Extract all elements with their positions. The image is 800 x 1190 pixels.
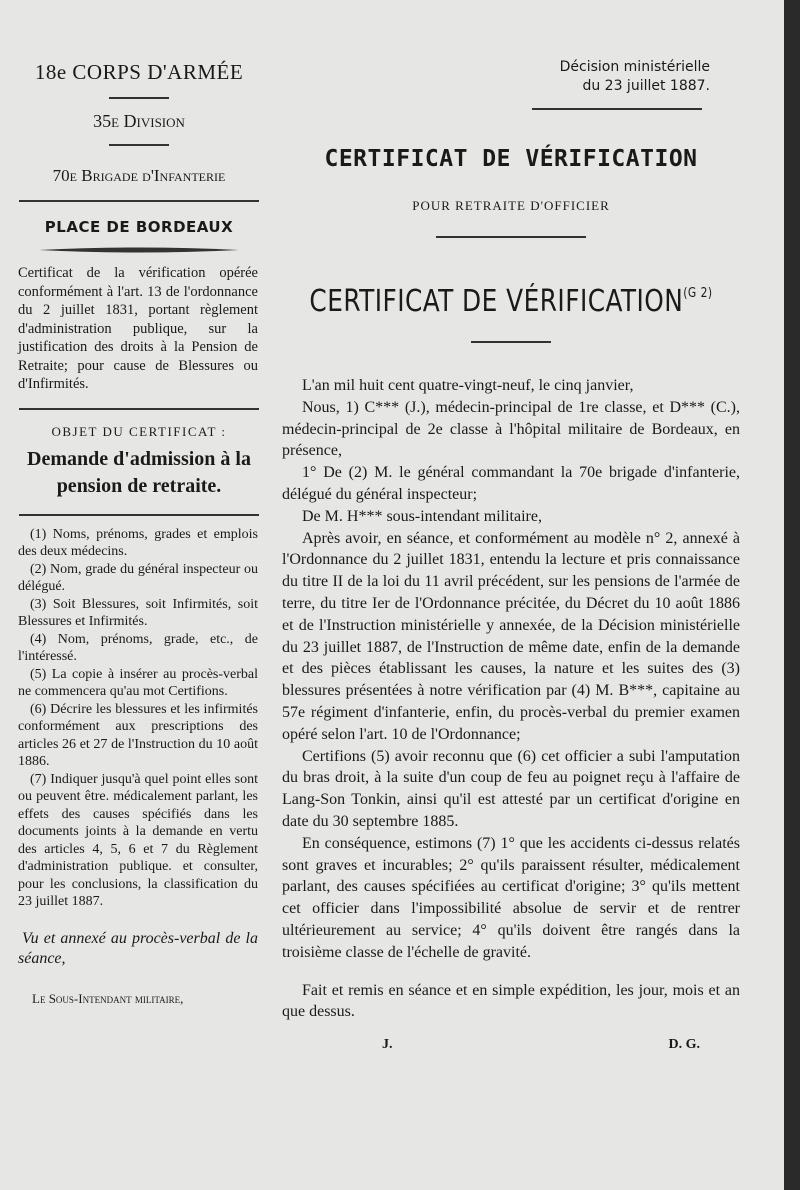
footnote: (3) Soit Blessures, soit Infirmités, soit Blessures et Infirmités. <box>18 596 258 629</box>
divider <box>532 108 702 110</box>
ornamental-rule <box>39 246 239 254</box>
left-column <box>14 0 264 1007</box>
decision-line: Décision ministérielle <box>559 59 710 75</box>
divider <box>471 341 551 343</box>
main-title-ref: (G 2) <box>683 286 713 301</box>
body-paragraph: Certifions (5) avoir reconnu que (6) cet officier a subi l'amputation du bras droit, à la suite d'un coup de feu au poignet reçu à l'affaire de Lang-Son Tonkin, ainsi qu'il est attesté par un certificat d'origine en date du 30 septembre 1885. <box>282 747 740 830</box>
footnote: (7) Indiquer jusqu'à quel point elles sont ou peuvent être. médicalement parlant, les effets des causes spécifiés dans les documents joints à la demande en vertu des articles 4, 5, 6 et 7 du Règlement d'administration publique. et consulter, pour les conclusions, la classification du 23 juillet 1887. <box>18 771 258 909</box>
body-paragraph: L'an mil huit cent quatre-vingt-neuf, le cinq janvier, <box>302 377 634 394</box>
divider <box>19 200 259 202</box>
divider <box>109 97 169 99</box>
decision-reference <box>282 58 740 96</box>
certificate-subtitle: POUR RETRAITE D'OFFICIER <box>412 198 610 213</box>
body-paragraph: De M. H*** sous-intendant militaire, <box>302 507 542 525</box>
footnotes <box>14 526 264 911</box>
annex-note: Vu et annexé au procès-verbal de la séance, <box>18 929 258 967</box>
division-heading: 35e Division <box>93 111 185 131</box>
right-column <box>282 0 740 1053</box>
footnote: (5) La copie à insérer au procès-verbal ne commencera qu'au mot Certifions. <box>18 666 258 699</box>
corps-heading: 18e CORPS D'ARMÉE <box>34 60 244 84</box>
body-paragraph: 1° De (2) M. le général commandant la 70e brigade d'infanterie, délégué du général inspecteur; <box>282 464 740 503</box>
body-paragraph: Fait et remis en séance et en simple expédition, les jour, mois et an que dessus. <box>282 981 740 1021</box>
brigade-heading: 70e Brigade d'Infanterie <box>52 166 226 185</box>
signature-left: J. <box>382 1037 393 1053</box>
body-paragraph: Nous, 1) C*** (J.), médecin-principal de 1re classe, et D*** (C.), médecin-principal de 2e classe à l'hôpital militaire de Bordeaux, en présence, <box>282 398 740 460</box>
signature-right: D. G. <box>668 1037 700 1053</box>
divider <box>436 236 586 238</box>
main-title-text: CERTIFICAT DE VÉRIFICATION <box>309 284 684 319</box>
decision-line: du 23 juillet 1887. <box>582 78 710 94</box>
divider <box>19 514 259 516</box>
footnote: (2) Nom, grade du général inspecteur ou délégué. <box>18 561 258 594</box>
certificate-title: CERTIFICAT DE VÉRIFICATION <box>324 146 698 172</box>
certificate-body <box>282 375 740 1023</box>
footnote: (6) Décrire les blessures et les infirmités conformément aux prescriptions des articles 26 et 27 de l'Instruction du 10 août 1886. <box>18 701 258 769</box>
divider <box>109 144 169 146</box>
signatory-title: Le Sous-Intendant militaire, <box>32 990 184 1006</box>
main-title <box>300 284 721 319</box>
body-paragraph: Après avoir, en séance, et conformément au modèle n° 2, annexé à l'Ordonnance du 2 juillet 1831, entendu la lecture et pris connaissance du titre II de la loi du 11 avril précédent, sur les pensions de l'armée de terre, du titre Ier de l'Ordonnance précitée, du Décret du 10 août 1886 et de l'Instruction ministérielle y annexée, de la Décision ministérielle du 23 juillet 1887, de l'Instruction de même date, enfin de la demande et des pièces établissant les causes, la nature et les suites des (3) blessures présentées à notre vérification par (4) M. B***, capitaine au 57e régiment d'infanterie, enfin, du procès-verbal du premier examen opéré selon l'art. 10 de l'Ordonnance; <box>282 529 740 743</box>
footnote: (1) Noms, prénoms, grades et emplois des deux médecins. <box>18 526 258 559</box>
demande-heading: Demande d'admission à la pension de retraite. <box>27 447 251 497</box>
signatures <box>382 1037 700 1053</box>
place-heading: PLACE DE BORDEAUX <box>44 218 234 236</box>
divider <box>19 408 259 410</box>
objet-label: OBJET DU CERTIFICAT : <box>51 423 227 439</box>
certificat-description: Certificat de la vérification opérée conformément à l'art. 13 de l'ordonnance du 2 juillet 1831, portant règlement d'administration publique, sur la justification des droits à la Pension de Retraite; pour cause de Blessures ou d'Infirmités. <box>18 265 258 392</box>
footnote: (4) Nom, prénoms, grade, etc., de l'intéressé. <box>18 631 258 664</box>
body-paragraph: En conséquence, estimons (7) 1° que les accidents ci-dessus relatés sont graves et incurables; 2° qu'ils paraissent résulter, médicalement parlant, des causes spécifiées au certificat d'origine; 3° qu'ils mettent cet officier dans l'impossibilité absolue de servir et de rentrer ultérieurement au service; 4° qu'ils doivent être rangés dans la troisième classe de l'échelle de gravité. <box>282 834 740 961</box>
